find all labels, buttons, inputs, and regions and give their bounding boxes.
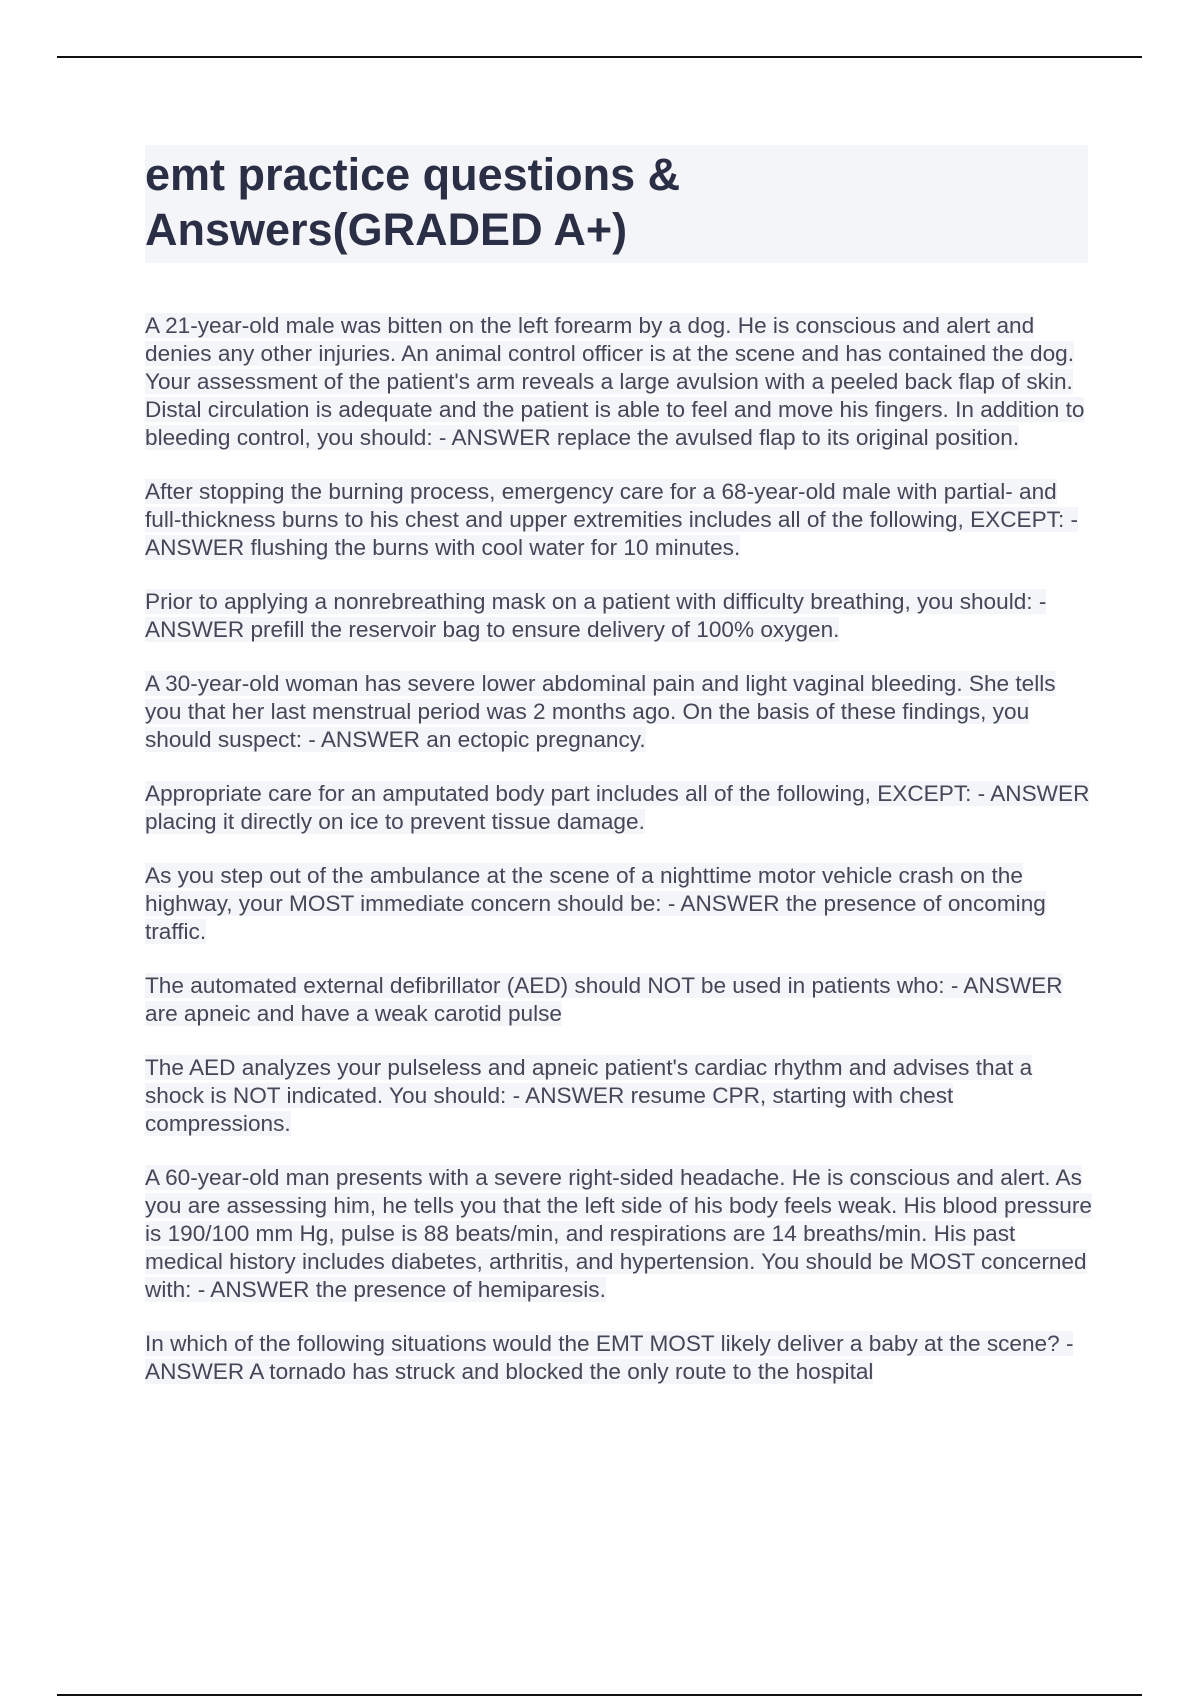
- qa-item: [145, 780, 1095, 836]
- qa-item: [145, 1164, 1095, 1304]
- qa-item: [145, 1330, 1095, 1386]
- qa-text: The automated external defibrillator (AED) should NOT be used in patients who: - ANSWER are apneic and have a weak carotid pulse: [145, 973, 1063, 1026]
- qa-text: As you step out of the ambulance at the scene of a nighttime motor vehicle crash on the highway, your MOST immediate concern should be: - ANSWER the presence of oncoming traffic.: [145, 863, 1046, 944]
- qa-text: After stopping the burning process, emergency care for a 68-year-old male with partial- and full-thickness burns to his chest and upper extremities includes all of the following, EXCEPT: - ANSWER flushing the burns with cool water for 10 minutes.: [145, 479, 1079, 560]
- qa-text: A 21-year-old male was bitten on the left forearm by a dog. He is conscious and alert and denies any other injuries. An animal control officer is at the scene and has contained the dog. Your assessment of the patient's arm reveals a large avulsion with a peeled back flap of skin. Distal circulation is adequate and the patient is able to feel and move his fingers. In addition to bleeding control, you should: - ANSWER replace the avulsed flap to its original position.: [145, 313, 1085, 450]
- qa-item: [145, 862, 1095, 946]
- footer-rule: [57, 1694, 1142, 1696]
- qa-text: The AED analyzes your pulseless and apneic patient's cardiac rhythm and advises that a shock is NOT indicated. You should: - ANSWER resume CPR, starting with chest compressions.: [145, 1055, 1033, 1136]
- page-title: emt practice questions & Answers(GRADED A+): [145, 149, 681, 255]
- header-rule: [57, 56, 1142, 58]
- qa-item: [145, 670, 1095, 754]
- qa-text: A 30-year-old woman has severe lower abdominal pain and light vaginal bleeding. She tells you that her last menstrual period was 2 months ago. On the basis of these findings, you should suspect: - ANSWER an ectopic pregnancy.: [145, 671, 1056, 752]
- qa-text: Appropriate care for an amputated body part includes all of the following, EXCEPT: - ANSWER placing it directly on ice to prevent tissue damage.: [145, 781, 1090, 834]
- qa-item: [145, 972, 1095, 1028]
- qa-text: A 60-year-old man presents with a severe right-sided headache. He is conscious and alert. As you are assessing him, he tells you that the left side of his body feels weak. His blood pressure is 190/100 mm Hg, pulse is 88 beats/min, and respirations are 14 breaths/min. His past medical history includes diabetes, arthritis, and hypertension. You should be MOST concerned with: - ANSWER the presence of hemiparesis.: [145, 1165, 1092, 1302]
- qa-item: [145, 588, 1095, 644]
- qa-item: [145, 312, 1095, 452]
- qa-list: [145, 312, 1095, 1412]
- qa-text: Prior to applying a nonrebreathing mask on a patient with difficulty breathing, you should: - ANSWER prefill the reservoir bag to ensure delivery of 100% oxygen.: [145, 589, 1047, 642]
- qa-item: [145, 1054, 1095, 1138]
- qa-item: [145, 478, 1095, 562]
- qa-text: In which of the following situations would the EMT MOST likely deliver a baby at the scene? - ANSWER A tornado has struck and blocked the only route to the hospital: [145, 1331, 1074, 1384]
- title-block: [145, 145, 1088, 263]
